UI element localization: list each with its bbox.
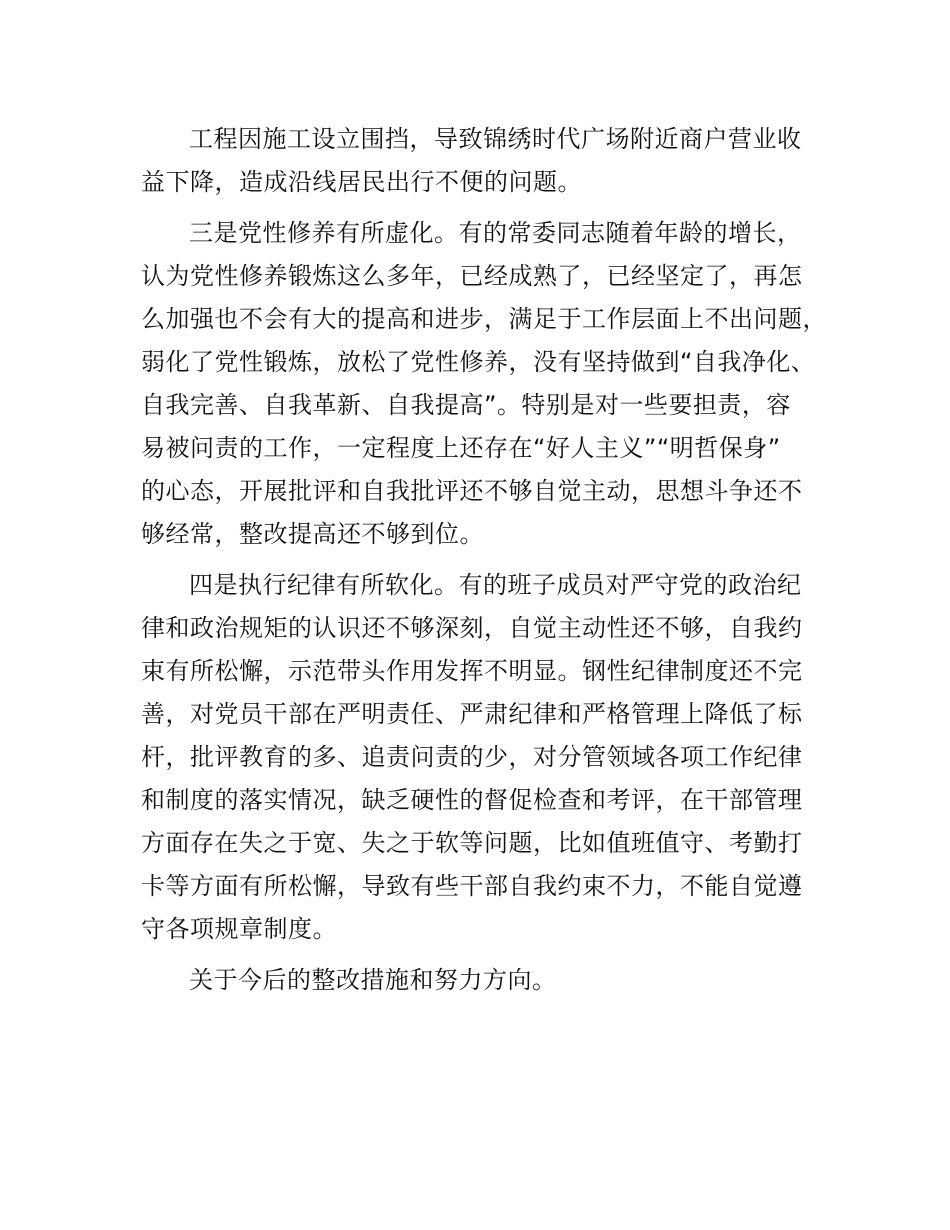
paragraph-party-spirit xyxy=(141,212,831,556)
text-line: 守各项规章制度。 xyxy=(141,915,337,943)
text-line: 么加强也不会有大的提高和进步，满足于工作层面上不出问题， xyxy=(141,305,827,333)
text-line: 四是执行纪律有所软化。有的班子成员对严守党的政治纪 xyxy=(189,571,802,599)
paragraph-discipline xyxy=(141,564,831,951)
text-line: 弱化了党性锻炼，放松了党性修养，没有坚持做到“自我净化、 xyxy=(141,348,816,376)
text-line: 卡等方面有所松懈，导致有些干部自我约束不力，不能自觉遵 xyxy=(141,872,803,900)
text-line: 关于今后的整改措施和努力方向。 xyxy=(189,966,557,994)
text-line: 够经常，整改提高还不够到位。 xyxy=(141,520,484,548)
text-line: 束有所松懈，示范带头作用发挥不明显。钢性纪律制度还不完 xyxy=(141,657,803,685)
text-line: 善，对党员干部在严明责任、严肃纪律和严格管理上降低了标 xyxy=(141,700,803,728)
text-line: 益下降，造成沿线居民出行不便的问题。 xyxy=(141,168,582,196)
text-line: 认为党性修养锻炼这么多年，已经成熟了，已经坚定了，再怎 xyxy=(141,262,803,290)
text-line: 三是党性修养有所虚化。有的常委同志随着年龄的增长， xyxy=(189,219,802,247)
paragraph-continuation xyxy=(141,118,831,204)
text-line: 方面存在失之于宽、失之于软等问题，比如值班值守、考勤打 xyxy=(141,829,803,857)
text-line: 律和政治规矩的认识还不够深刻，自觉主动性还不够，自我约 xyxy=(141,614,803,642)
paragraph-rectification xyxy=(141,959,831,1002)
text-line: 工程因施工设立围挡，导致锦绣时代广场附近商户营业收 xyxy=(189,125,802,153)
text-line: 易被问责的工作，一定程度上还存在“好人主义”“明哲保身” xyxy=(141,434,781,462)
document-body xyxy=(141,118,831,1002)
text-line: 的心态，开展批评和自我批评还不够自觉主动，思想斗争还不 xyxy=(141,477,803,505)
text-line: 自我完善、自我革新、自我提高”。特别是对一些要担责，容 xyxy=(141,391,791,419)
text-line: 和制度的落实情况，缺乏硬性的督促检查和考评，在干部管理 xyxy=(141,786,803,814)
text-line: 杆，批评教育的多、追责问责的少，对分管领域各项工作纪律 xyxy=(141,743,803,771)
